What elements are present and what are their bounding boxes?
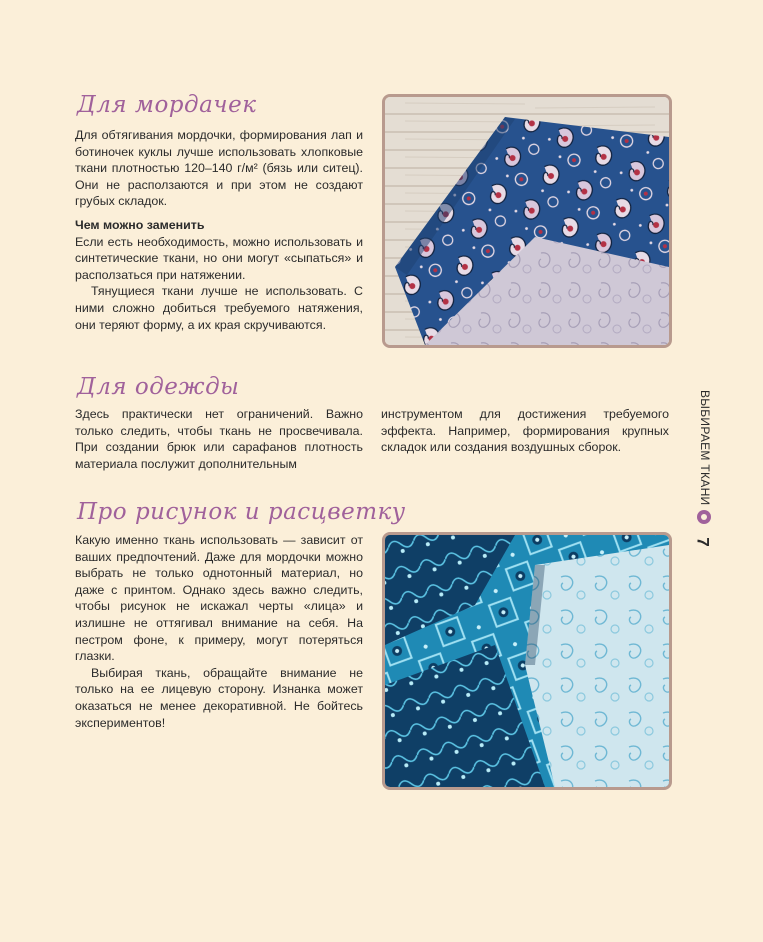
paragraph: Если есть необходимость, можно использовать и синтетические ткани, но они могут «сыпаться» и расползаться при натяжении. <box>75 234 363 282</box>
clothes-text-col1: Здесь практически нет ограничений. Важно только следить, чтобы ткань не просвечивала. При создании брюк или сарафанов плотность материала послужит дополнительным <box>75 407 363 471</box>
paragraph: Тянущиеся ткани лучше не использовать. С ними сложно добиться требуемого натяжения, они теряют форму, а их края скручиваются. <box>75 284 363 332</box>
subheading-replacement: Чем можно заменить <box>75 217 205 232</box>
clothes-text-col2: инструментом для достижения требуемого эффекта. Например, формирования крупных складок или создания воздушных сборок. <box>381 407 669 455</box>
chapter-sidebar <box>686 382 726 562</box>
turquoise-fabric-image <box>385 535 669 787</box>
fabric-photo-paisley <box>382 94 672 348</box>
paragraph: Какую именно ткань использовать — зависит от ваших предпочтений. Даже для мордочки можно выбрать не только однотонный материал, но даже с принтом. Однако здесь важно следить, чтобы рисунок не искажал черты «лица» и излишне не оттягивал внимание на себя. На пестром фоне, к примеру, могут потеряться глазки. <box>75 533 363 664</box>
paragraph: Выбирая ткань, обращайте внимание не только на ее лицевую сторону. Изнанка может оказаться не менее декоративной. Не бойтесь экспериментов! <box>75 665 363 730</box>
section-pattern-text <box>75 532 363 731</box>
page-number: 7 <box>693 537 713 547</box>
section-muzzles-text <box>75 127 363 333</box>
paisley-fabric-image <box>385 97 669 345</box>
paragraph: Для обтягивания мордочки, формирования лап и ботиночек куклы лучше использовать хлопковые ткани плотностью 120–140 г/м² (бязь или ситец). Они не расползаются и при этом не создают грубых складок. <box>75 128 363 209</box>
heading-pattern-color: Про рисунок и расцветку <box>77 499 406 525</box>
heading-clothes: Для одежды <box>77 374 240 400</box>
heading-muzzles: Для мордачек <box>77 92 257 118</box>
flower-icon <box>697 510 711 524</box>
chapter-title: ВЫБИРАЕМ ТКАНИ <box>698 390 712 506</box>
fabric-photo-turquoise <box>382 532 672 790</box>
